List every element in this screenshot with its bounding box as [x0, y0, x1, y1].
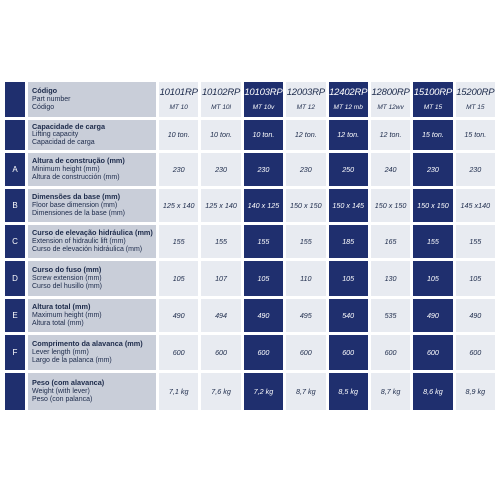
header-label [28, 82, 156, 117]
model-header [329, 82, 368, 117]
value-cell: 130 [371, 261, 410, 296]
value-cell: 140 x 125 [244, 189, 283, 222]
label-pt: Comprimento da alavanca (mm) [32, 339, 143, 349]
part-number: 12800RP [371, 87, 410, 98]
value-cell: 230 [201, 153, 240, 186]
model-code: MT 10 [169, 103, 188, 111]
label-es: Peso (con palanca) [32, 395, 93, 403]
label-en: Lifting capacity [32, 131, 79, 139]
value-cell: 105 [244, 261, 283, 296]
label-es: Código [32, 103, 55, 111]
label-en: Lever length (mm) [32, 348, 89, 356]
value-cell: 8,6 kg [413, 373, 452, 410]
value-cell: 110 [286, 261, 325, 296]
row-letter: B [5, 189, 25, 222]
row-letter: D [5, 261, 25, 296]
row-label [28, 189, 156, 222]
value-cell: 150 x 150 [371, 189, 410, 222]
label-es: Dimensiones de la base (mm) [32, 209, 125, 217]
value-cell: 495 [286, 299, 325, 332]
value-cell: 7,1 kg [159, 373, 198, 410]
part-number: 10102RP [201, 87, 241, 98]
model-code: MT 15 [466, 103, 485, 111]
value-cell: 8,5 kg [329, 373, 368, 410]
model-code: MT 10v [252, 103, 275, 111]
value-cell: 490 [244, 299, 283, 332]
label-en: Extension of hidraulic lift (mm) [32, 237, 126, 245]
value-cell: 12 ton. [371, 120, 410, 150]
value-cell: 230 [159, 153, 198, 186]
value-cell: 7,2 kg [244, 373, 283, 410]
value-cell: 10 ton. [244, 120, 283, 150]
value-cell: 107 [201, 261, 240, 296]
value-cell: 490 [159, 299, 198, 332]
value-cell: 150 x 145 [329, 189, 368, 222]
value-cell: 230 [244, 153, 283, 186]
model-header [371, 82, 410, 117]
row-label [28, 335, 156, 370]
row-label [28, 153, 156, 186]
value-cell: 535 [371, 299, 410, 332]
value-cell: 150 x 150 [286, 189, 325, 222]
model-header [413, 82, 452, 117]
value-cell: 15 ton. [456, 120, 495, 150]
part-number: 12402RP [329, 87, 368, 98]
label-en: Floor base dimension (mm) [32, 201, 118, 209]
value-cell: 105 [159, 261, 198, 296]
model-code: MT 12wv [377, 103, 404, 111]
row-letter [5, 373, 25, 410]
label-pt: Curso de elevação hidráulica (mm) [32, 228, 153, 238]
value-cell: 155 [456, 225, 495, 258]
model-header [159, 82, 198, 117]
value-cell: 185 [329, 225, 368, 258]
label-pt: Capacidade de carga [32, 121, 106, 131]
row-label [28, 261, 156, 296]
value-cell: 600 [329, 335, 368, 370]
value-cell: 600 [201, 335, 240, 370]
value-cell: 8,7 kg [286, 373, 325, 410]
value-cell: 540 [329, 299, 368, 332]
value-cell: 155 [286, 225, 325, 258]
value-cell: 600 [244, 335, 283, 370]
row-label [28, 225, 156, 258]
row-letter-blank [5, 82, 25, 117]
model-code: MT 10l [211, 103, 231, 111]
value-cell: 494 [201, 299, 240, 332]
value-cell: 125 x 140 [159, 189, 198, 222]
part-number: 10103RP [244, 87, 283, 98]
model-header [456, 82, 495, 117]
label-en: Weight (with lever) [32, 387, 90, 395]
model-header [244, 82, 283, 117]
value-cell: 105 [329, 261, 368, 296]
value-cell: 15 ton. [413, 120, 452, 150]
value-cell: 155 [201, 225, 240, 258]
model-header [286, 82, 325, 117]
value-cell: 12 ton. [286, 120, 325, 150]
value-cell: 490 [413, 299, 452, 332]
label-pt: Altura total (mm) [32, 302, 91, 312]
label-en: Screw extension (mm) [32, 274, 102, 282]
value-cell: 155 [244, 225, 283, 258]
value-cell: 600 [371, 335, 410, 370]
label-es: Curso de elevación hidráulica (mm) [32, 245, 143, 253]
value-cell: 12 ton. [329, 120, 368, 150]
row-label [28, 373, 156, 410]
value-cell: 250 [329, 153, 368, 186]
row-letter: A [5, 153, 25, 186]
row-letter: E [5, 299, 25, 332]
model-code: MT 12 [296, 103, 316, 111]
value-cell: 150 x 150 [413, 189, 452, 222]
value-cell: 8,7 kg [371, 373, 410, 410]
label-pt: Curso do fuso (mm) [32, 265, 102, 275]
part-number: 10101RP [159, 87, 198, 98]
spec-table [5, 82, 495, 410]
label-en: Part number [32, 95, 71, 103]
row-letter [5, 120, 25, 150]
label-es: Curso del husillo (mm) [32, 282, 103, 290]
part-number: 12003RP [286, 87, 325, 98]
label-es: Altura de construcción (mm) [32, 173, 120, 181]
value-cell: 230 [456, 153, 495, 186]
value-cell: 8,9 kg [456, 373, 495, 410]
label-pt: Código [32, 86, 58, 96]
row-label [28, 299, 156, 332]
value-cell: 125 x 140 [201, 189, 240, 222]
row-letter: C [5, 225, 25, 258]
part-number: 15200RP [456, 87, 495, 98]
value-cell: 155 [159, 225, 198, 258]
part-number: 15100RP [413, 87, 453, 98]
label-pt: Altura de construção (mm) [32, 156, 125, 166]
model-header [201, 82, 240, 117]
row-label [28, 120, 156, 150]
value-cell: 145 x140 [456, 189, 495, 222]
label-pt: Dimensões da base (mm) [32, 192, 120, 202]
value-cell: 600 [413, 335, 452, 370]
model-code: MT 15 [423, 103, 443, 111]
label-pt: Peso (com alavanca) [32, 378, 105, 388]
value-cell: 155 [413, 225, 452, 258]
label-es: Largo de la palanca (mm) [32, 356, 112, 364]
value-cell: 240 [371, 153, 410, 186]
value-cell: 490 [456, 299, 495, 332]
value-cell: 600 [159, 335, 198, 370]
value-cell: 105 [456, 261, 495, 296]
value-cell: 600 [456, 335, 495, 370]
value-cell: 105 [413, 261, 452, 296]
label-en: Maximum height (mm) [32, 311, 102, 319]
label-es: Capacidad de carga [32, 139, 95, 147]
row-letter: F [5, 335, 25, 370]
value-cell: 600 [286, 335, 325, 370]
value-cell: 7,6 kg [201, 373, 240, 410]
label-es: Altura total (mm) [32, 319, 84, 327]
model-code: MT 12 mb [333, 103, 363, 111]
value-cell: 230 [286, 153, 325, 186]
value-cell: 10 ton. [159, 120, 198, 150]
value-cell: 10 ton. [201, 120, 240, 150]
value-cell: 165 [371, 225, 410, 258]
label-en: Minimum height (mm) [32, 165, 100, 173]
value-cell: 230 [413, 153, 452, 186]
